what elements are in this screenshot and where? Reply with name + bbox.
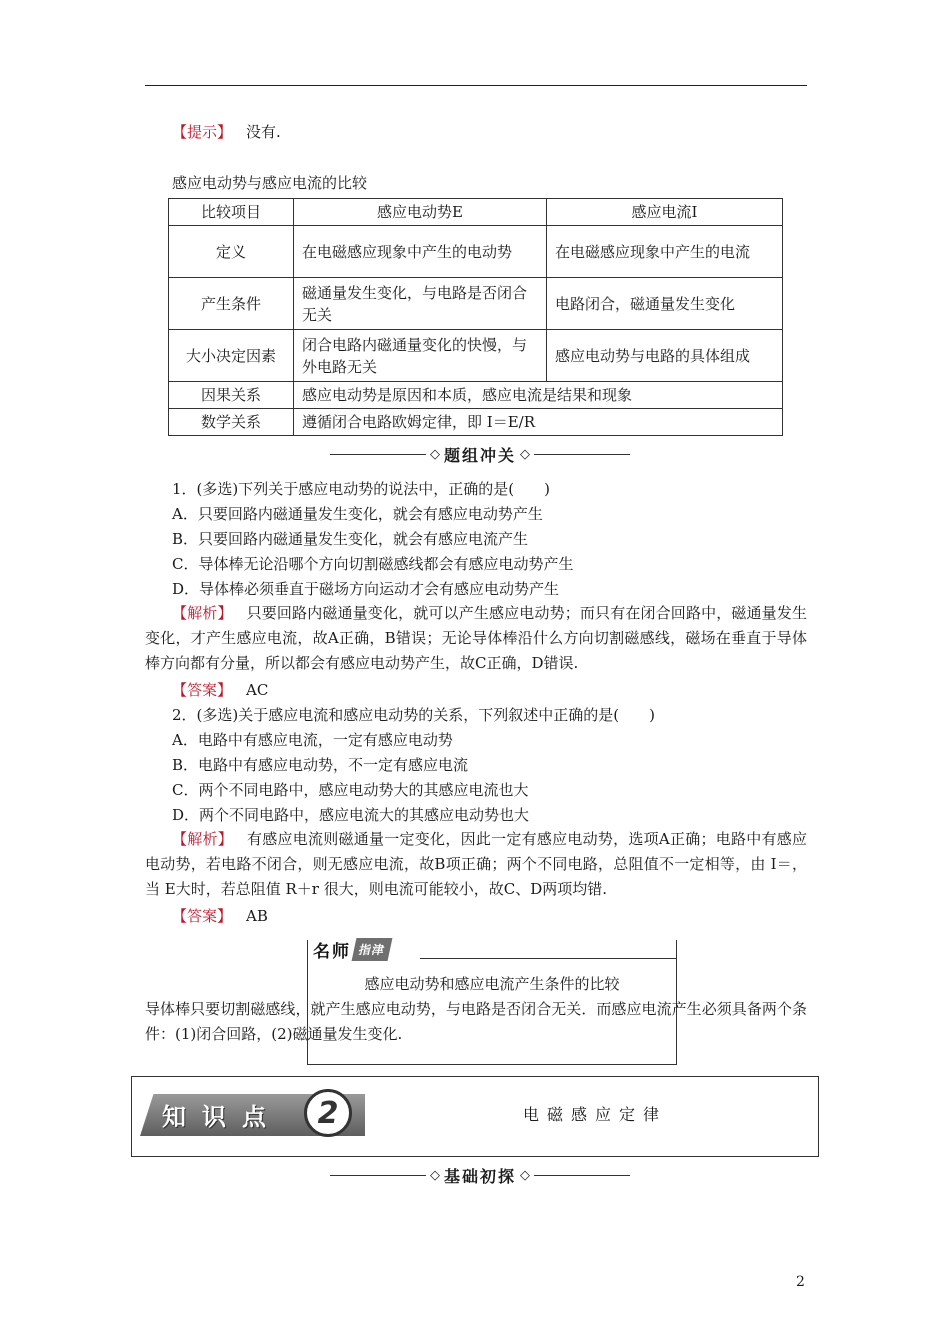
answer-text: AC [246, 681, 269, 699]
q2-analysis [145, 827, 807, 902]
teacher-title: 感应电动势和感应电流产生条件的比较 [364, 975, 620, 993]
table-header-row [169, 199, 783, 226]
answer-tag: 【答案】 [172, 907, 233, 925]
q2-option: C．两个不同电路中，感应电动势大的其感应电流也大 [172, 781, 529, 799]
comparison-table [168, 198, 783, 436]
compare-title: 感应电动势与感应电流的比较 [172, 174, 368, 192]
teacher-body: 导体棒只要切割磁感线，就产生感应电动势，与电路是否闭合无关．而感应电流产生必须具备两个条件：(1)闭合回路，(2)磁通量发生变化. [145, 1000, 807, 1043]
table-cell: 因果关系 [169, 382, 294, 409]
section-title: 基础初探 [444, 1166, 517, 1186]
table-cell: 定义 [169, 226, 294, 278]
table-cell: 大小决定因素 [169, 330, 294, 382]
q1-option: C．导体棒无论沿哪个方向切割磁感线都会有感应电动势产生 [172, 555, 574, 573]
q2-option: D．两个不同电路中，感应电流大的其感应电动势也大 [172, 806, 530, 824]
table-row [169, 409, 783, 436]
knowledge-point-number: 2 [304, 1089, 352, 1137]
table-cell: 遵循闭合电路欧姆定律，即 I＝E/R [294, 409, 783, 436]
table-cell: 磁通量发生变化，与电路是否闭合无关 [294, 278, 547, 330]
q1-option: B．只要回路内磁通量发生变化，就会有感应电流产生 [172, 530, 529, 548]
table-cell: 感应电动势是原因和本质，感应电流是结果和现象 [294, 382, 783, 409]
teacher-badge-tag: 指津 [352, 938, 393, 961]
analysis-tag: 【解析】 [172, 830, 234, 848]
header-rule [145, 85, 807, 86]
table-row [169, 278, 783, 330]
q1-answer [145, 679, 268, 701]
diamond-icon: ◇ [430, 1167, 440, 1183]
q1-analysis [145, 601, 807, 676]
teacher-badge [313, 936, 421, 962]
table-header-cell: 感应电动势E [294, 199, 547, 226]
table-row [169, 382, 783, 409]
table-cell: 电路闭合，磁通量发生变化 [547, 278, 783, 330]
table-cell: 在电磁感应现象中产生的电动势 [294, 226, 547, 278]
hint-text: 没有. [246, 123, 281, 141]
q2-option: A．电路中有感应电流，一定有感应电动势 [172, 731, 453, 749]
page-number: 2 [796, 1274, 805, 1290]
knowledge-point-title: 电磁感应定律 [523, 1105, 668, 1124]
section-divider-basics [330, 1163, 630, 1187]
q2-option: B．电路中有感应电动势，不一定有感应电流 [172, 756, 469, 774]
q1-stem: 1．(多选)下列关于感应电动势的说法中，正确的是( ) [172, 480, 550, 498]
table-cell: 数学关系 [169, 409, 294, 436]
table-header-cell: 感应电流I [547, 199, 783, 226]
analysis-text: 只要回路内磁通量变化，就可以产生感应电动势；而只有在闭合回路中，磁通量发生变化，才产生感应电流，故A正确，B错误；无论导体棒沿什么方向切割磁感线，磁场在垂直于导体棒方向都有分量，所以都会有感应电动势产生，故C正确，D错误. [145, 604, 807, 672]
table-cell: 在电磁感应现象中产生的电流 [547, 226, 783, 278]
answer-tag: 【答案】 [172, 681, 233, 699]
table-row [169, 226, 783, 278]
teacher-box-top-border [420, 958, 676, 959]
analysis-text: 有感应电流则磁通量一定变化，因此一定有感应电动势，选项A正确；电路中有感应电动势，若电路不闭合，则无感应电流，故B项正确；两个不同电路，总阻值不一定相等，由 I＝，当 E大时，若总阻值 R＋r 很大，则电流可能较小，故C、D两项均错. [145, 830, 807, 898]
table-cell: 感应电动势与电路的具体组成 [547, 330, 783, 382]
q1-option: A．只要回路内磁通量发生变化，就会有感应电动势产生 [172, 505, 543, 523]
table-row [169, 330, 783, 382]
diamond-icon: ◇ [430, 446, 440, 462]
table-cell: 产生条件 [169, 278, 294, 330]
teacher-badge-label: 名师 [313, 941, 351, 962]
answer-text: AB [246, 907, 268, 925]
section-divider-practice [330, 442, 630, 466]
table-cell: 闭合电路内磁通量变化的快慢，与外电路无关 [294, 330, 547, 382]
analysis-tag: 【解析】 [172, 604, 233, 622]
q2-answer [145, 905, 268, 927]
q1-option: D．导体棒必须垂直于磁场方向运动才会有感应电动势产生 [172, 580, 560, 598]
teacher-box-bottom-border [307, 1064, 677, 1065]
table-header-cell: 比较项目 [169, 199, 294, 226]
section-title: 题组冲关 [444, 445, 517, 465]
q2-stem: 2．(多选)关于感应电流和感应电动势的关系，下列叙述中正确的是( ) [172, 706, 655, 724]
hint-line [145, 121, 281, 143]
knowledge-point-label: 知识点 [162, 1103, 282, 1131]
diamond-icon: ◇ [520, 1167, 531, 1183]
diamond-icon: ◇ [520, 446, 531, 462]
hint-tag: 【提示】 [172, 123, 233, 141]
